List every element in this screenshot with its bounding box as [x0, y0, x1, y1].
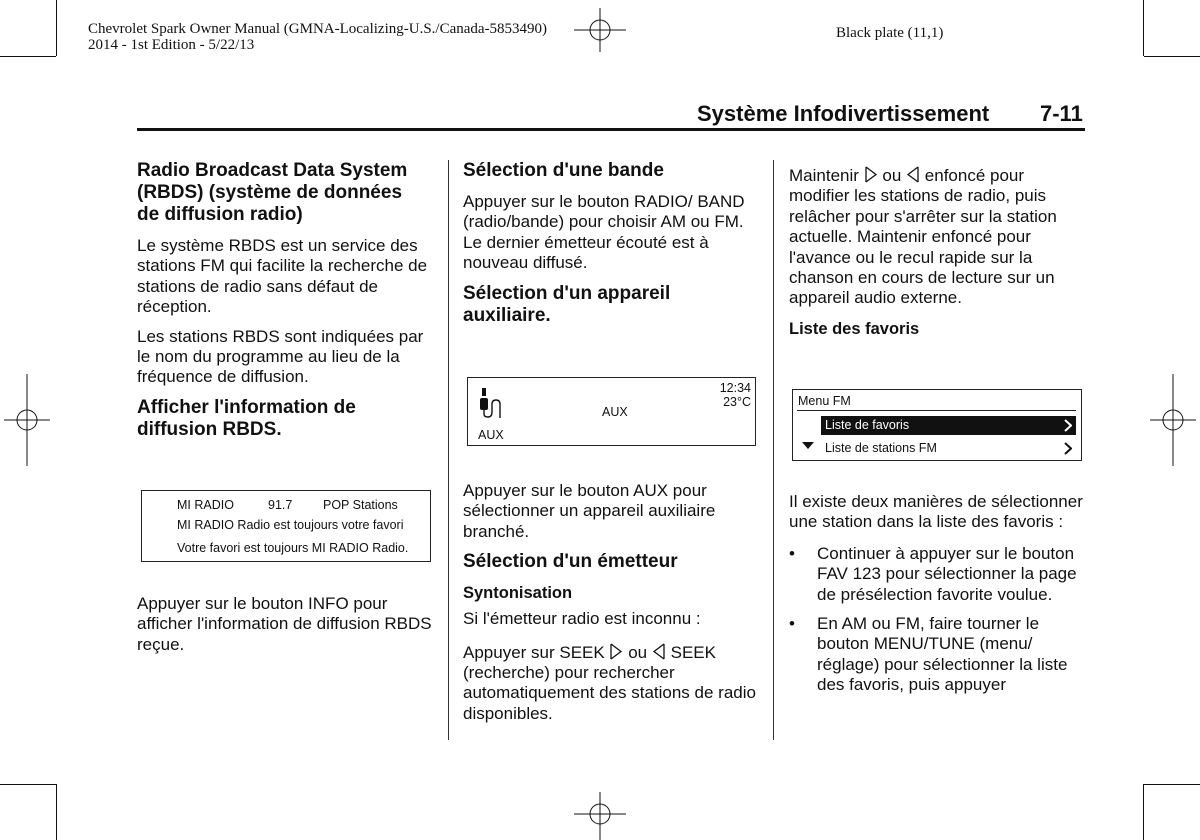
crop-mark	[1143, 784, 1144, 840]
crop-mark	[56, 0, 57, 56]
heading-rbds-info: Afficher l'information de diffusion RBDS.	[137, 396, 356, 440]
menu-title: Menu FM	[798, 394, 851, 408]
menu-item-favorites[interactable]	[821, 416, 1076, 435]
paragraph-seek	[463, 643, 763, 725]
paragraph: Les stations RBDS sont indiquées par le nom du programme au lieu de la fréquence de diffusion.	[137, 326, 424, 387]
menu-item-label: Liste de stations FM	[825, 441, 937, 455]
heading-band: Sélection d'une bande	[463, 160, 664, 181]
column-1	[137, 160, 437, 451]
text: Maintenir	[789, 166, 859, 185]
registration-mark-icon	[574, 8, 626, 52]
crop-mark	[1144, 784, 1200, 785]
registration-mark-icon	[4, 374, 50, 466]
seek-back-icon	[652, 643, 666, 660]
favorites-bullet-list	[789, 544, 1089, 696]
chevron-right-icon	[1064, 419, 1072, 432]
crop-mark	[0, 56, 56, 57]
paragraph: Appuyer sur le bouton RADIO/ BAND (radio/bande) pour choisir AM ou FM. Le dernier émetteur écouté est à nouveau diffusé.	[463, 192, 745, 273]
clock-time: 12:34	[719, 381, 751, 395]
caret-down-icon	[802, 442, 814, 450]
seek-forward-icon	[609, 643, 623, 660]
heading-aux: Sélection d'un appareil auxiliaire.	[463, 282, 671, 326]
section-title: Système Infodivertissement	[697, 101, 990, 126]
heading-rbds: Radio Broadcast Data System (RBDS) (système de données de diffusion radio)	[137, 160, 408, 225]
list-item: • Continuer à appuyer sur le bouton FAV 123 pour sélectionner la page de présélection favorite voulue.	[789, 544, 1089, 605]
column-3-bottom	[789, 492, 1089, 705]
rbds-text-line: MI RADIO Radio est toujours votre favori	[177, 518, 404, 532]
aux-label: AUX	[478, 428, 504, 442]
text: SEEK (recherche) pour rechercher automatiquement des stations de radio disponibles.	[463, 642, 756, 723]
column-3	[789, 166, 1089, 345]
crop-mark	[0, 784, 56, 785]
rbds-display-screen	[141, 490, 431, 562]
text: Appuyer sur SEEK	[463, 642, 605, 662]
aux-display-screen	[467, 377, 756, 446]
column-2-bottom	[463, 481, 763, 733]
menu-divider	[797, 410, 1076, 411]
column-2	[463, 160, 763, 337]
text: ou	[628, 642, 648, 662]
chevron-right-icon	[1064, 442, 1072, 455]
station-genre: POP Stations	[323, 498, 398, 512]
aux-center-label: AUX	[602, 405, 628, 419]
crop-mark	[56, 784, 57, 840]
crop-mark	[1144, 56, 1200, 57]
subheading-favorites: Liste des favoris	[789, 319, 920, 338]
registration-mark-icon	[574, 792, 626, 840]
list-item: • En AM ou FM, faire tourner le bouton MENU/TUNE (menu/ réglage) pour sélectionner la liste des favoris, puis appuyer	[789, 614, 1089, 696]
seek-forward-icon	[864, 166, 878, 183]
paragraph: Il existe deux manières de sélectionner une station dans la liste des favoris :	[789, 492, 1083, 532]
rbds-text-line: Votre favori est toujours MI RADIO Radio.	[177, 541, 409, 555]
text: ou	[882, 166, 902, 185]
header-line1: Chevrolet Spark Owner Manual (GMNA-Localizing-U.S./Canada-5853490)	[88, 21, 548, 37]
column-1-bottom	[137, 594, 437, 664]
aux-plug-icon	[479, 388, 501, 418]
temperature: 23°C	[723, 395, 751, 409]
paragraph: Le système RBDS est un service des stations FM qui facilite la recherche de stations de radio sans défaut de réception.	[137, 236, 428, 317]
paragraph-hold	[789, 166, 1089, 309]
column-divider	[448, 160, 449, 740]
seek-back-icon	[906, 166, 920, 183]
heading-station: Sélection d'un émetteur	[463, 551, 678, 573]
paragraph: Appuyer sur le bouton INFO pour afficher l'information de diffusion RBDS reçue.	[137, 594, 432, 654]
fm-menu-screen	[792, 389, 1082, 461]
paragraph: Si l'émetteur radio est inconnu :	[463, 609, 701, 629]
header-plate: Black plate (11,1)	[836, 25, 944, 41]
station-name: MI RADIO	[177, 498, 234, 512]
subheading-tuning: Syntonisation	[463, 584, 573, 603]
station-frequency: 91.7	[268, 498, 293, 512]
registration-mark-icon	[1150, 374, 1196, 466]
crop-mark	[1143, 0, 1144, 56]
page-number: 7-11	[1040, 101, 1083, 126]
paragraph: Appuyer sur le bouton AUX pour sélectionner un appareil auxiliaire branché.	[463, 481, 716, 541]
header-line2: 2014 - 1st Edition - 5/22/13	[88, 37, 255, 53]
text: enfoncé pour modifier les stations de radio, puis relâcher pour s'arrêter sur la station actuelle. Maintenir enfoncé pour l'avance ou le recul rapide sur la chanson en cours de lecture sur un appareil audio externe.	[789, 166, 1057, 308]
title-rule	[137, 128, 1085, 131]
menu-item-label: Liste de favoris	[825, 418, 910, 432]
menu-item-fm-stations[interactable]	[821, 438, 1076, 457]
column-divider	[773, 160, 774, 740]
